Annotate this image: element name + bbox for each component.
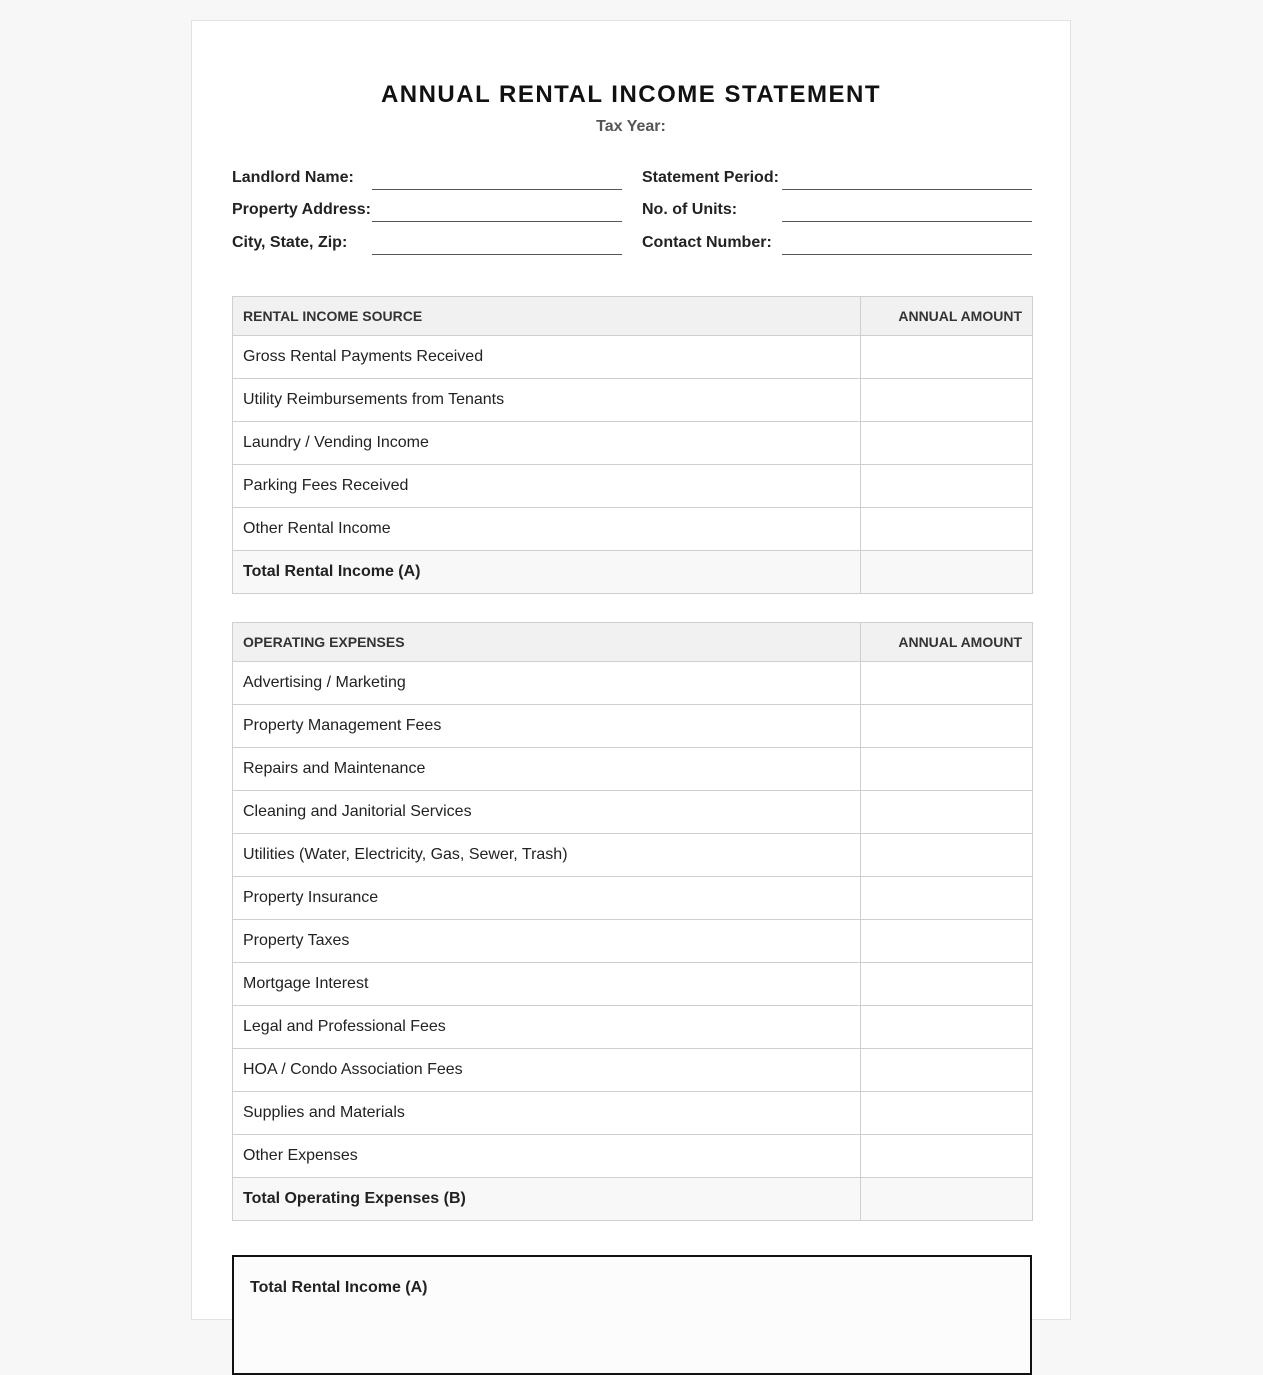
property-address-input-line[interactable] [372,199,622,222]
contact-number-label: Contact Number: [642,234,772,251]
expense-amount-cell[interactable] [861,1135,1033,1178]
city-state-zip-field[interactable] [232,232,622,258]
expense-total-label: Total Operating Expenses (B) [233,1178,861,1221]
page-title: ANNUAL RENTAL INCOME STATEMENT [380,81,882,108]
units-field[interactable] [642,199,1032,225]
statement-period-field[interactable] [642,167,1032,193]
statement-period-label: Statement Period: [642,169,779,186]
expense-amount-cell[interactable] [861,791,1033,834]
units-label: No. of Units: [642,201,738,218]
income-amount-cell[interactable] [861,336,1033,379]
expense-amount-cell[interactable] [861,877,1033,920]
city-state-zip-label: City, State, Zip: [232,234,348,251]
property-address-field[interactable] [232,199,622,225]
income-total-label: Total Rental Income (A) [233,551,861,594]
summary-box [232,1255,1032,1375]
expense-amount-header: ANNUAL AMOUNT [861,623,1033,662]
landlord-name-input-line[interactable] [372,167,622,190]
property-address-label: Property Address: [232,201,371,218]
income-amount-cell[interactable] [861,379,1033,422]
income-row-label: Gross Rental Payments Received [233,336,861,379]
table-row [233,705,1033,748]
expense-amount-cell[interactable] [861,662,1033,705]
table-row [233,920,1033,963]
income-source-header: RENTAL INCOME SOURCE [233,297,861,336]
expense-row-label: Property Insurance [233,877,861,920]
summary-total-income-label: Total Rental Income (A) [250,1279,428,1296]
contact-number-input-line[interactable] [782,232,1032,255]
income-row-label: Utility Reimbursements from Tenants [233,379,861,422]
expense-total-row [233,1178,1033,1221]
tax-year-label: Tax Year: [596,118,666,135]
table-row [233,1006,1033,1049]
statement-period-input-line[interactable] [782,167,1032,190]
income-row-label: Laundry / Vending Income [233,422,861,465]
table-row [233,662,1033,705]
table-row [233,508,1033,551]
expense-row-label: Repairs and Maintenance [233,748,861,791]
income-total-row [233,551,1033,594]
table-row [233,336,1033,379]
units-input-line[interactable] [782,199,1032,222]
expense-amount-cell[interactable] [861,920,1033,963]
statement-sheet [191,20,1071,1320]
income-table [232,296,1033,594]
expense-row-label: Utilities (Water, Electricity, Gas, Sewer, Trash) [233,834,861,877]
expense-row-label: Property Management Fees [233,705,861,748]
income-amount-cell[interactable] [861,508,1033,551]
income-row-label: Other Rental Income [233,508,861,551]
expense-amount-cell[interactable] [861,1006,1033,1049]
expense-row-label: Legal and Professional Fees [233,1006,861,1049]
expense-table [232,622,1033,1221]
expense-row-label: Property Taxes [233,920,861,963]
table-row [233,748,1033,791]
expense-amount-cell[interactable] [861,1049,1033,1092]
expense-row-label: Other Expenses [233,1135,861,1178]
expense-row-label: Advertising / Marketing [233,662,861,705]
expense-row-label: HOA / Condo Association Fees [233,1049,861,1092]
table-row [233,379,1033,422]
contact-number-field[interactable] [642,232,1032,258]
table-row [233,1049,1033,1092]
expense-row-label: Supplies and Materials [233,1092,861,1135]
expense-amount-cell[interactable] [861,1092,1033,1135]
expense-row-label: Cleaning and Janitorial Services [233,791,861,834]
table-row [233,465,1033,508]
table-row [233,422,1033,465]
landlord-name-label: Landlord Name: [232,169,354,186]
income-total-amount-cell[interactable] [861,551,1033,594]
income-amount-cell[interactable] [861,422,1033,465]
expense-amount-cell[interactable] [861,834,1033,877]
expense-row-label: Mortgage Interest [233,963,861,1006]
table-row [233,963,1033,1006]
expense-amount-cell[interactable] [861,963,1033,1006]
table-row [233,791,1033,834]
expense-header: OPERATING EXPENSES [233,623,861,662]
landlord-name-field[interactable] [232,167,622,193]
table-row [233,1135,1033,1178]
expense-total-amount-cell[interactable] [861,1178,1033,1221]
income-amount-cell[interactable] [861,465,1033,508]
expense-amount-cell[interactable] [861,748,1033,791]
income-row-label: Parking Fees Received [233,465,861,508]
expense-amount-cell[interactable] [861,705,1033,748]
table-row [233,834,1033,877]
table-row [233,877,1033,920]
city-state-zip-input-line[interactable] [372,232,622,255]
income-amount-header: ANNUAL AMOUNT [861,297,1033,336]
table-row [233,1092,1033,1135]
